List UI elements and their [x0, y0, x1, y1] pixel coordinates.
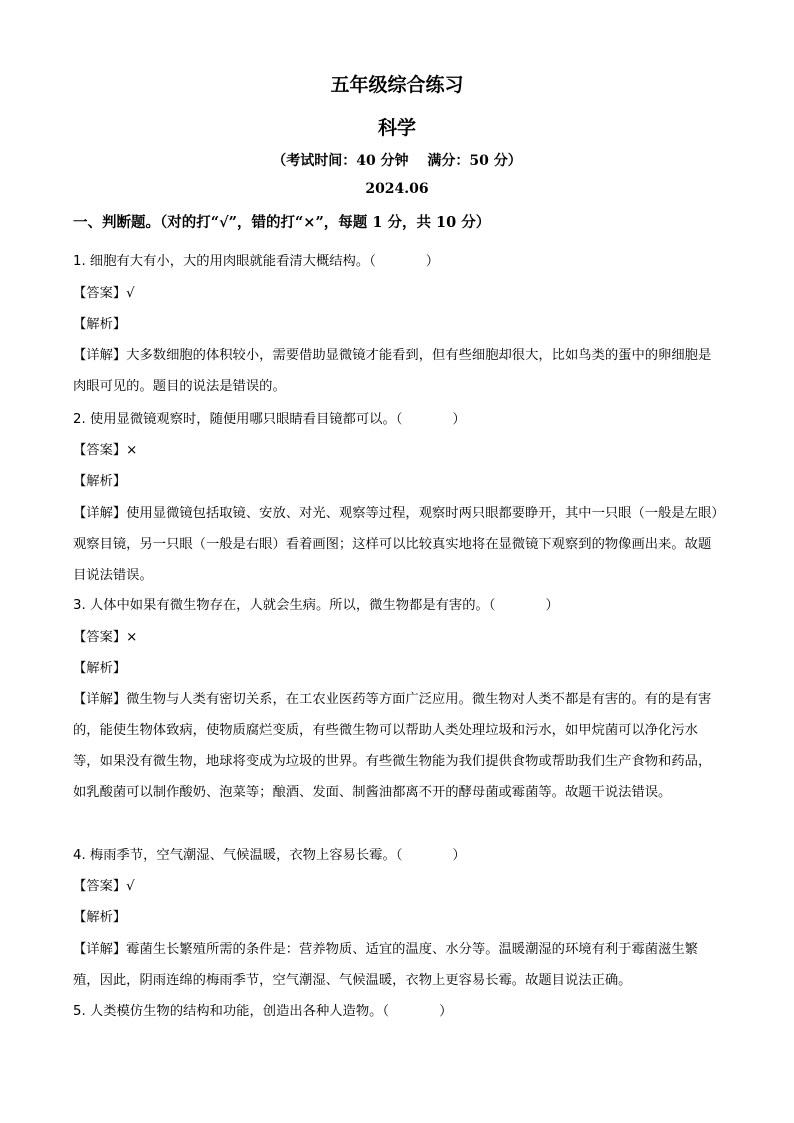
question-4-stem [73, 847, 466, 865]
question-3-answer: 【答案】× [73, 630, 138, 645]
question-3-analysis: 【解析】 [73, 661, 127, 676]
document-title: 五年级综合练习 [330, 74, 464, 96]
question-2-answer: 【答案】× [73, 443, 138, 458]
section-heading: 一、判断题。（对的打“√”，错的打“×”，每题 1 分，共 10 分） [73, 214, 491, 231]
question-1-close: ） [425, 254, 440, 269]
question-4-answer: 【答案】√ [73, 879, 135, 894]
question-3-stem [73, 597, 559, 615]
question-1-text: 1. 细胞有大有小，大的用肉眼就能看清大概结构。（ [73, 254, 376, 269]
question-5-stem [73, 1003, 452, 1021]
question-2-stem [73, 411, 466, 429]
question-2-analysis: 【解析】 [73, 474, 127, 489]
question-5-close: ） [439, 1004, 453, 1019]
question-4-text: 4. 梅雨季节，空气潮湿、气候温暖，衣物上容易长霉。（ [73, 848, 403, 863]
question-2-close: ） [452, 412, 466, 427]
question-1-answer: 【答案】√ [73, 286, 135, 301]
question-3-detail: 【详解】微生物与人类有密切关系，在工农业医药等方面广泛应用。微生物对人类不都是有害的。有的是有害的，能使生物体致病，使物质腐烂变质，有些微生物可以帮助人类处理垃圾和污水，如甲烷菌可以净化污水等，如果没有微生物，地球将变成为垃圾的世界。有些微生物能为我们提供食物或帮助我们生产食物和药品，如乳酸菌可以制作酸奶、泡菜等；酿酒、发面、制酱油都离不开的酵母菌或霉菌等。故题干说法错误。 [73, 692, 712, 800]
question-4-detail: 【详解】霉菌生长繁殖所需的条件是：营养物质、适宜的温度、水分等。温暖潮湿的环境有利于霉菌滋生繁殖，因此，阴雨连绵的梅雨季节，空气潮湿、气候温暖，衣物上更容易长霉。故题目说法正确。 [73, 942, 698, 988]
question-4-analysis: 【解析】 [73, 910, 127, 925]
subject-title: 科学 [377, 117, 416, 139]
question-2-text: 2. 使用显微镜观察时，随便用哪只眼睛看目镜都可以。（ [73, 412, 403, 427]
question-1-detail: 【详解】大多数细胞的体积较小，需要借助显微镜才能看到，但有些细胞却很大，比如鸟类的蛋中的卵细胞是肉眼可见的。题目的说法是错误的。 [73, 348, 712, 394]
exam-info: （考试时间：40 分钟 满分：50 分） [272, 153, 522, 169]
question-4-close: ） [452, 848, 466, 863]
question-2-detail: 【详解】使用显微镜包括取镜、安放、对光、观察等过程，观察时两只眼都要睁开，其中一只眼（一般是左眼）观察目镜，另一只眼（一般是右眼）看着画图；这样可以比较真实地将在显微镜下观察到的物像画出来。故题目说法错误。 [73, 506, 718, 583]
exam-date: 2024.06 [365, 181, 429, 197]
question-3-text: 3. 人体中如果有微生物存在，人就会生病。所以，微生物都是有害的。（ [73, 598, 496, 613]
question-1-stem [73, 253, 439, 271]
question-5-text: 5. 人类模仿生物的结构和功能，创造出各种人造物。（ [73, 1004, 390, 1019]
question-1-analysis: 【解析】 [73, 317, 127, 332]
question-3-close: ） [545, 598, 559, 613]
